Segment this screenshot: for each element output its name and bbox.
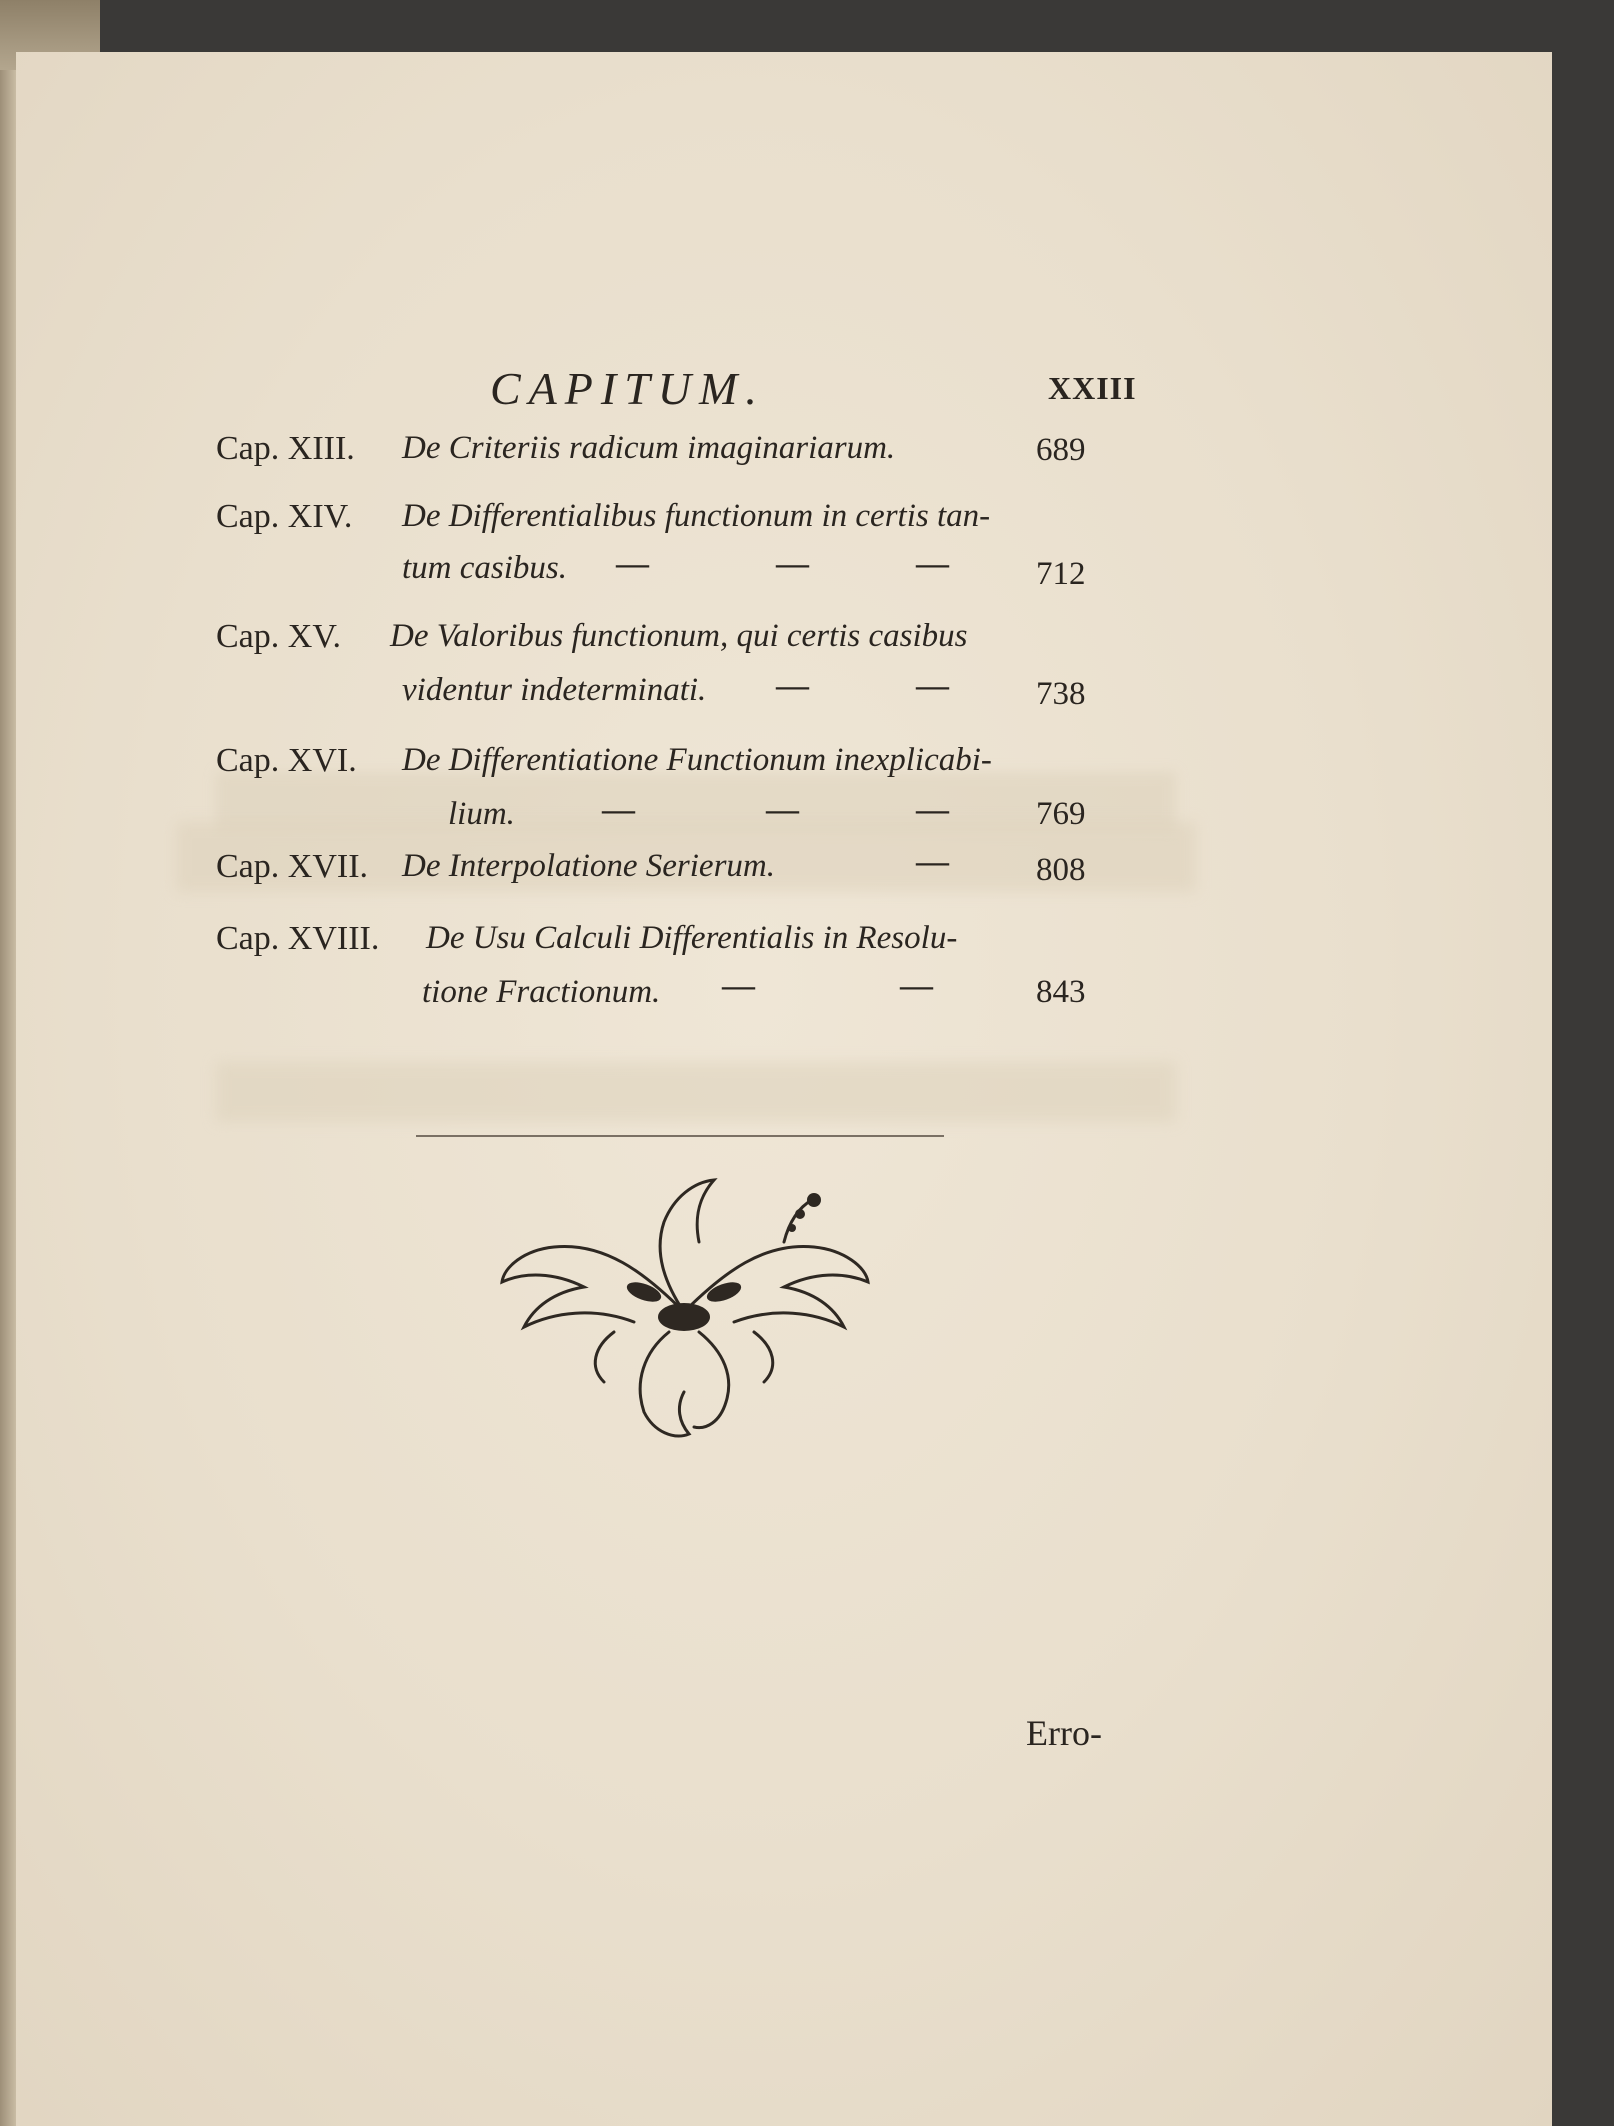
page-number: XXIII (1048, 370, 1137, 406)
chapter-page: 769 (1036, 796, 1086, 832)
chapter-page: 738 (1036, 676, 1086, 712)
chapter-title-line: De Differentiatione Functionum inexplicabi- (402, 742, 992, 778)
chapter-title-line: De Interpolatione Serierum. (402, 848, 776, 884)
leader-dash: — (766, 792, 799, 828)
leader-dash: — (916, 668, 949, 704)
chapter-title-line: De Valoribus functionum, qui certis casibus (390, 618, 968, 654)
chapter-label: Cap. XIV. (216, 498, 353, 535)
leader-dash: — (900, 968, 933, 1004)
leader-dash: — (722, 968, 755, 1004)
leader-dash: — (916, 792, 949, 828)
leader-dash: — (616, 546, 649, 582)
chapter-title-line: tione Fractionum. (422, 974, 661, 1010)
ornament-vignette (494, 1172, 874, 1442)
show-through-band-3 (216, 1062, 1176, 1122)
horizontal-rule (416, 1135, 944, 1137)
chapter-page: 712 (1036, 556, 1086, 592)
chapter-title-line: De Differentialibus functionum in certis tan- (402, 498, 991, 534)
chapter-page: 689 (1036, 432, 1086, 468)
chapter-title-line: De Usu Calculi Differentialis in Resolu- (426, 920, 958, 956)
chapter-label: Cap. XVII. (216, 848, 369, 885)
page-header-title: CAPITUM. (490, 363, 765, 414)
catchword: Erro- (1026, 1713, 1102, 1753)
chapter-label: Cap. XV. (216, 618, 341, 655)
chapter-title-line: tum casibus. (402, 550, 567, 586)
leader-dash: — (776, 546, 809, 582)
chapter-label: Cap. XIII. (216, 430, 355, 467)
chapter-title-line: videntur indeterminati. (402, 672, 707, 708)
chapter-title-line: De Criteriis radicum imaginariarum. (402, 430, 896, 466)
book-spine-edge (0, 0, 16, 2126)
chapter-page: 808 (1036, 852, 1086, 888)
leader-dash: — (602, 792, 635, 828)
chapter-label: Cap. XVIII. (216, 920, 380, 957)
leader-dash: — (916, 546, 949, 582)
book-page (16, 52, 1552, 2126)
chapter-title-line: lium. (448, 796, 515, 832)
chapter-page: 843 (1036, 974, 1086, 1010)
leader-dash: — (916, 844, 949, 880)
chapter-label: Cap. XVI. (216, 742, 357, 779)
leader-dash: — (776, 668, 809, 704)
